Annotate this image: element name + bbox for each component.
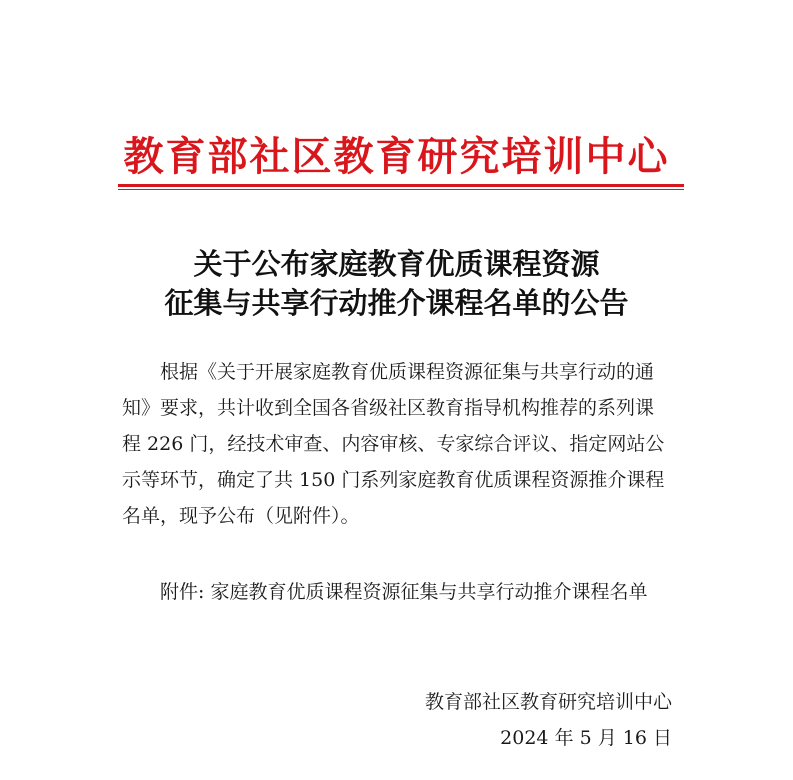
body-line: 名单，现予公布（见附件）。 — [122, 505, 360, 527]
body-line: 程 226 门，经技术审查、内容审核、专家综合评议、指定网站公 — [122, 433, 665, 455]
attachment-note: 附件: 家庭教育优质课程资源征集与共享行动推介课程名单 — [160, 581, 648, 603]
org-header-title: 教育部社区教育研究培训中心 — [123, 133, 670, 180]
issue-date: 2024 年 5 月 16 日 — [500, 727, 672, 749]
header-rule-thin — [118, 189, 684, 190]
signer-org: 教育部社区教育研究培训中心 — [424, 691, 672, 713]
body-line: 知》要求，共计收到全国各省级社区教育指导机构推荐的系列课 — [122, 397, 655, 419]
notice-title-line-2: 征集与共享行动推介课程名单的公告 — [164, 286, 629, 320]
body-line: 根据《关于开展家庭教育优质课程资源征集与共享行动的通 — [122, 361, 655, 383]
notice-title-line-1: 关于公布家庭教育优质课程资源 — [193, 247, 600, 281]
header-rule-thick — [118, 184, 684, 187]
body-line: 示等环节，确定了共 150 门系列家庭教育优质课程资源推介课程 — [122, 469, 665, 491]
